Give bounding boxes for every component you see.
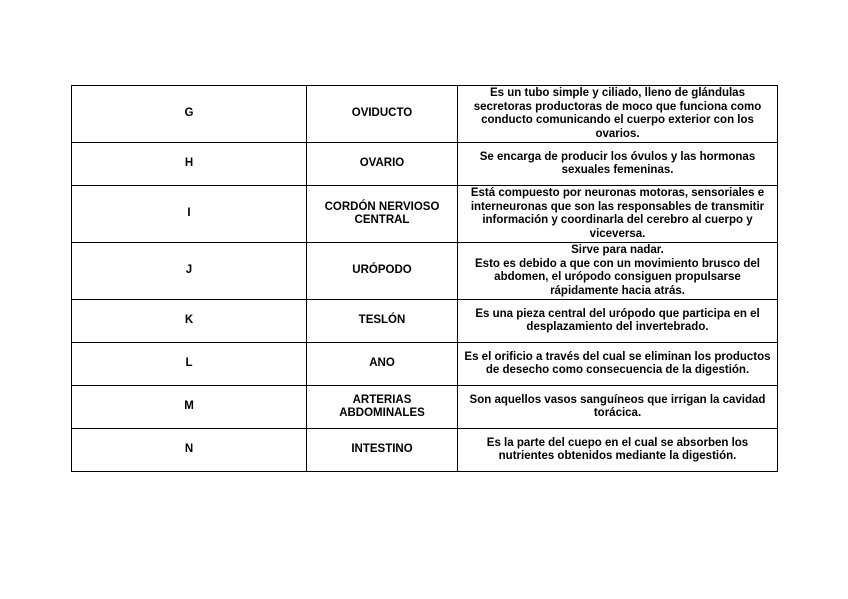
row-organ-name: URÓPODO xyxy=(307,243,458,300)
table-row xyxy=(72,343,778,386)
description-line: Está compuesto por neuronas motoras, sensoriales e interneuronas que son las responsables de transmitir información y coordinarla del cerebro al cuerpo y viceversa. xyxy=(470,187,765,240)
description-line: Es una pieza central del urópodo que participa en el desplazamiento del invertebrado. xyxy=(475,307,760,333)
row-description xyxy=(458,186,778,243)
row-description xyxy=(458,386,778,429)
row-letter: N xyxy=(72,429,307,472)
row-description xyxy=(458,429,778,472)
description-line: Es la parte del cuepo en el cual se absorben los nutrientes obtenidos mediante la digestión. xyxy=(486,436,749,462)
table-row xyxy=(72,86,778,143)
row-letter: K xyxy=(72,300,307,343)
description-line: Se encarga de producir los óvulos y las hormonas sexuales femeninas. xyxy=(479,150,756,176)
table-row xyxy=(72,300,778,343)
row-letter: L xyxy=(72,343,307,386)
organ-table xyxy=(71,85,778,472)
row-description xyxy=(458,300,778,343)
row-letter: M xyxy=(72,386,307,429)
row-description xyxy=(458,343,778,386)
table-row xyxy=(72,186,778,243)
table-row xyxy=(72,243,778,300)
description-line: Sirve para nadar. xyxy=(571,244,664,256)
row-letter: H xyxy=(72,143,307,186)
row-organ-name: TESLÓN xyxy=(307,300,458,343)
row-letter: I xyxy=(72,186,307,243)
row-organ-name: OVIDUCTO xyxy=(307,86,458,143)
row-description xyxy=(458,243,778,300)
table-row xyxy=(72,429,778,472)
table-row xyxy=(72,386,778,429)
row-letter: G xyxy=(72,86,307,143)
row-organ-name: ANO xyxy=(307,343,458,386)
description-line: Son aquellos vasos sanguíneos que irrigan la cavidad torácica. xyxy=(469,393,766,419)
row-organ-name: OVARIO xyxy=(307,143,458,186)
row-description xyxy=(458,143,778,186)
description-line: Esto es debido a que con un movimiento brusco del abdomen, el urópodo consiguen propulsarse rápidamente hacia atrás. xyxy=(475,257,760,297)
row-organ-name: INTESTINO xyxy=(307,429,458,472)
row-organ-name: CORDÓN NERVIOSO CENTRAL xyxy=(307,186,458,243)
row-letter: J xyxy=(72,243,307,300)
table-row xyxy=(72,143,778,186)
description-line: Es el orificio a través del cual se eliminan los productos de desecho como consecuencia de la digestión. xyxy=(464,350,771,376)
row-description xyxy=(458,86,778,143)
row-organ-name: ARTERIAS ABDOMINALES xyxy=(307,386,458,429)
description-line: Es un tubo simple y ciliado, lleno de glándulas secretoras productoras de moco que funciona como conducto comunicando el cuerpo exterior con los ovarios. xyxy=(473,87,762,140)
